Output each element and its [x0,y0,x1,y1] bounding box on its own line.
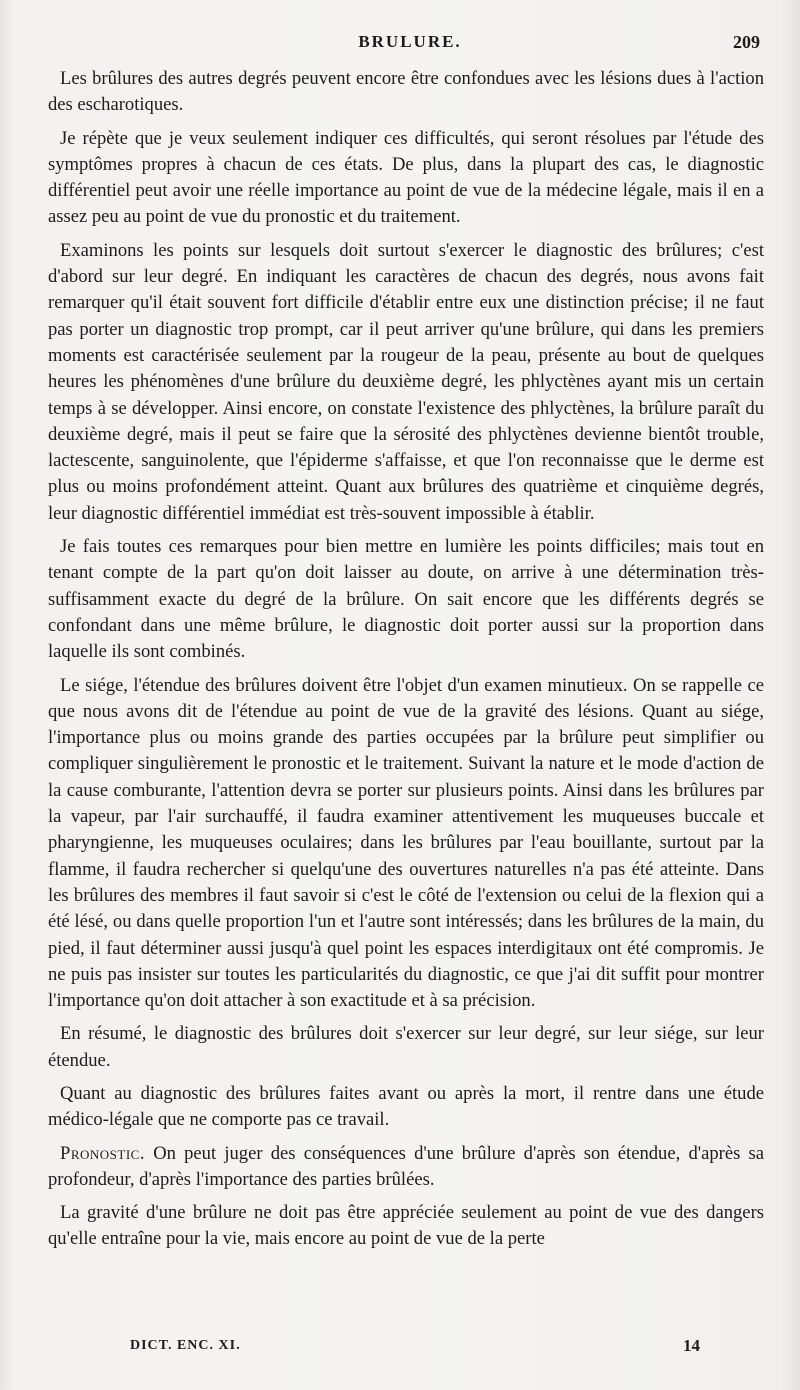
paragraph-avant-apres-mort: Quant au diagnostic des brûlures faites avant ou après la mort, il rentre dans une étude médico-légale que ne comporte pas ce travail. [48,1082,764,1131]
paragraph-pronostic [48,1141,764,1194]
pronostic-text: On peut juger des conséquences d'une brûlure d'après son étendue, d'après sa profondeur, d'après l'importance des parties brûlées. [48,1142,764,1190]
body-text [48,66,764,1260]
paragraph-resume: En résumé, le diagnostic des brûlures doit s'exercer sur leur degré, sur leur siége, sur leur étendue. [48,1023,764,1071]
paragraph-degre: Examinons les points sur lesquels doit surtout s'exercer le diagnostic des brûlures; c'est d'abord sur leur degré. En indiquant les caractères de chacun des degrés, nous avons fait remarquer qu'il était souvent fort difficile d'établir entre eux une distinction précise; il ne faut pas porter un diagnostic trop prompt, car il peut arriver qu'une brûlure, qui dans les premiers moments est caractérisée seulement par la rougeur de la peau, présente au bout de quelques heures les phénomènes d'une brûlure du deuxième degré, les phlyctènes ayant mis un certain temps à se développer. Ainsi encore, on constate l'existence des phlyctènes, la brûlure paraît du deuxième degré, mais il peut se faire que la sérosité des phlyctènes devienne bientôt trouble, lactescente, sanguinolente, que l'épiderme s'affaisse, et que l'on reconnaisse que le derme est plus ou moins profondément atteint. Quant aux brûlures des quatrième et cinquième degrés, leur diagnostic différentiel immédiat est très-souvent impossible à établir. [48,239,764,524]
pronostic-heading: Pronostic. [60,1142,145,1164]
signature-mark: DICT. ENC. XI. [130,1338,241,1353]
page-number: 209 [733,32,760,52]
running-head: BRULURE. [358,32,462,51]
paragraph-remarques: Je fais toutes ces remarques pour bien mettre en lumière les points difficiles; mais tout en tenant compte de la part qu'on doit laisser au doute, on arrive à une détermination très-suffisamment exacte du degré de la brûlure. On sait encore que les différents degrés se confondant dans une même brûlure, le diagnostic doit porter aussi sur la proportion dans laquelle ils sont combinés. [48,536,764,663]
signature-number: 14 [683,1336,700,1355]
page-footer [130,1336,700,1360]
paragraph-escharotiques: Les brûlures des autres degrés peuvent encore être confondues avec les lésions dues à l'action des escharotiques. [48,68,764,116]
paragraph-difficultes: Je répète que je veux seulement indiquer ces difficultés, qui seront résolues par l'étude des symptômes propres à chacun de ces états. De plus, dans la plupart des cas, le diagnostic différentiel peut avoir une réelle importance au point de vue de la médecine légale, mais il en a assez peu au point de vue du pronostic et du traitement. [48,127,764,228]
page-header [60,30,760,56]
paragraph-siege-etendue: Le siége, l'étendue des brûlures doivent être l'objet d'un examen minutieux. On se rappelle ce que nous avons dit de l'étendue au point de vue de la gravité des lésions. Quant au siége, l'importance plus ou moins grande des parties occupées par la brûlure peut simplifier ou compliquer singulièrement le pronostic et le traitement. Suivant la nature et le mode d'action de la cause comburante, l'attention devra se porter sur plusieurs points. Ainsi dans les brûlures par la vapeur, par l'air surchauffé, il faudra examiner attentivement les muqueuses buccale et pharyngienne, les muqueuses oculaires; dans les brûlures par l'eau bouillante, surtout par la flamme, il faudra rechercher si quelqu'une des ouvertures naturelles n'a pas été atteinte. Dans les brûlures des membres il faut savoir si c'est le côté de l'extension ou celui de la flexion qui a été lésé, ou dans quelle proportion l'un et l'autre sont intéressés; dans les brûlures de la main, du pied, il faut déterminer aussi jusqu'à quel point les espaces interdigitaux ont été compromis. Je ne puis pas insister sur toutes les particularités du diagnostic, ce que j'ai dit suffit pour montrer l'importance qu'on doit attacher à son exactitude et à sa précision. [48,674,764,1012]
paragraph-gravite: La gravité d'une brûlure ne doit pas être appréciée seulement au point de vue des dangers qu'elle entraîne pour la vie, mais encore au point de vue de la perte [48,1202,764,1250]
